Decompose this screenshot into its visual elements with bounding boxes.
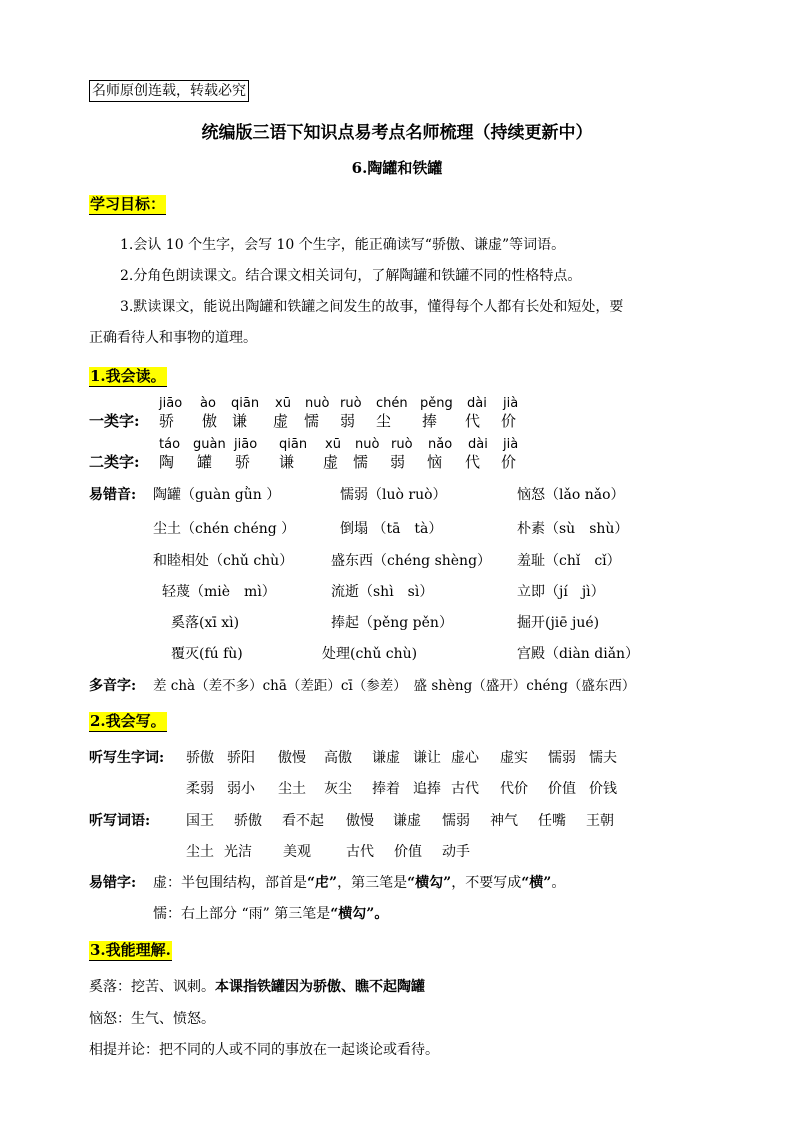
dictation-row-1 xyxy=(186,748,626,768)
dictation-word: 灰尘 xyxy=(324,781,352,797)
dictation-word: 骄傲 xyxy=(234,813,262,829)
pinyin: guàn xyxy=(193,437,226,452)
character: 恼 xyxy=(427,453,443,471)
dictation-word: 柔弱 xyxy=(186,781,214,797)
goal-item: 3.默读课文，能说出陶罐和铁罐之间发生的故事，懂得每个人都有长处和短处，要 xyxy=(120,299,624,315)
dictation-word: 捧着 xyxy=(372,781,400,797)
dictation-word: 古代 xyxy=(346,844,374,860)
dictation-word: 高傲 xyxy=(324,750,352,766)
error-sound-item: 捧起（pěng pěn） xyxy=(331,615,453,631)
character: 虚 xyxy=(273,412,289,430)
goal-item: 正确看待人和事物的道理。 xyxy=(89,330,257,346)
definition-item: 奚落：挖苦、讽刺。本课指铁罐因为骄傲、瞧不起陶罐 xyxy=(89,979,425,995)
dictation-word: 代价 xyxy=(500,781,528,797)
pinyin: jiāo xyxy=(234,437,258,452)
goal-item: 2.分角色朗读课文。结合课文相关词句，了解陶罐和铁罐不同的性格特点。 xyxy=(120,268,582,284)
dictation-word: 价钱 xyxy=(589,781,617,797)
error-sound-item: 轻蔑（miè mì） xyxy=(162,584,276,600)
error-sound-item: 覆灭(fú fù) xyxy=(171,646,243,662)
error-sound-item: 恼怒（lǎo nǎo） xyxy=(517,487,625,503)
character: 懦 xyxy=(353,453,369,471)
character: 陶 xyxy=(159,453,175,471)
dictation-word: 任嘴 xyxy=(538,813,566,829)
error-sound-item: 奚落(xī xì) xyxy=(171,615,240,631)
pinyin: xū xyxy=(275,396,291,411)
pinyin: chén xyxy=(376,396,408,411)
character: 骄 xyxy=(159,412,175,430)
char-row-2 xyxy=(89,451,689,471)
pinyin: ruò xyxy=(340,396,362,411)
pinyin: jiāo xyxy=(159,396,183,411)
pinyin: dài xyxy=(468,437,488,452)
dictation-word: 傲慢 xyxy=(278,750,306,766)
row-label: 一类字: xyxy=(89,412,140,430)
dictation-word: 国王 xyxy=(186,813,214,829)
lesson-title: 6.陶罐和铁罐 xyxy=(351,159,443,177)
character: 价 xyxy=(501,453,517,471)
dictation-word: 动手 xyxy=(442,844,470,860)
definition-item: 相提并论：把不同的人或不同的事放在一起谈论或看待。 xyxy=(89,1042,439,1058)
character: 谦 xyxy=(232,412,248,430)
dictation-word: 看不起 xyxy=(282,813,324,829)
character: 捧 xyxy=(422,412,438,430)
character: 代 xyxy=(465,453,481,471)
character: 弱 xyxy=(340,412,356,430)
dictation-word: 神气 xyxy=(490,813,518,829)
pinyin: pěng xyxy=(420,396,453,411)
pinyin: nuò xyxy=(305,396,330,411)
error-sound-item: 倒塌 （tā tà） xyxy=(340,521,443,537)
dictation-word: 追捧 xyxy=(413,781,441,797)
character: 虚 xyxy=(323,453,339,471)
section-heading-write: 2.我会写。 xyxy=(90,712,166,730)
dictation-word: 价值 xyxy=(394,844,422,860)
error-sound-item: 尘土（chén chéng ） xyxy=(153,521,296,537)
polyphone-text: 差 chà（差不多）chā（差距）cī（参差） 盛 shèng（盛开）chéng（盛东西） xyxy=(153,678,636,694)
dictation-word: 王朝 xyxy=(586,813,614,829)
pinyin: táo xyxy=(159,437,181,452)
copyright-notice: 名师原创连载，转载必究 xyxy=(89,80,249,102)
dictation-word: 懦夫 xyxy=(589,750,617,766)
dictation-word: 虚心 xyxy=(451,750,479,766)
section-heading-goals: 学习目标： xyxy=(90,195,166,213)
character: 懦 xyxy=(304,412,320,430)
dictation-word: 价值 xyxy=(548,781,576,797)
dictation-row-2 xyxy=(186,779,626,799)
error-sound-item: 流逝（shì sì） xyxy=(331,584,434,600)
dictation-word: 虚实 xyxy=(500,750,528,766)
error-sound-item: 羞耻（chǐ cǐ） xyxy=(517,553,621,569)
pinyin: jià xyxy=(503,396,519,411)
dictation-word: 谦让 xyxy=(413,750,441,766)
character: 弱 xyxy=(390,453,406,471)
dictation-word: 古代 xyxy=(451,781,479,797)
dictation-word: 谦虚 xyxy=(393,813,421,829)
dictation-word: 懦弱 xyxy=(548,750,576,766)
pinyin: dài xyxy=(467,396,487,411)
definition-item: 恼怒：生气、愤怒。 xyxy=(89,1011,215,1027)
pinyin: ruò xyxy=(391,437,413,452)
pinyin: qiān xyxy=(279,437,308,452)
dictation-word: 懦弱 xyxy=(442,813,470,829)
row-label: 听写词语: xyxy=(89,813,151,829)
character: 谦 xyxy=(279,453,295,471)
character: 傲 xyxy=(202,412,218,430)
error-sound-item: 和睦相处（chǔ chù） xyxy=(153,553,294,569)
dictation-word: 光洁 xyxy=(224,844,252,860)
pinyin: nǎo xyxy=(428,437,453,452)
dictation-word: 傲慢 xyxy=(346,813,374,829)
document-title: 统编版三语下知识点易考点名师梳理（持续更新中） xyxy=(201,123,593,143)
error-sound-item: 立即（jí jì） xyxy=(517,584,605,600)
error-sound-item: 掘开(jiē jué) xyxy=(517,615,600,631)
dictation-word: 美观 xyxy=(283,844,311,860)
row-label: 易错字: xyxy=(89,875,137,891)
row-label: 易错音: xyxy=(89,487,137,503)
error-sound-item: 宫殿（diàn diǎn） xyxy=(517,646,640,662)
character: 尘 xyxy=(376,412,392,430)
pinyin: jià xyxy=(503,437,519,452)
row-label: 多音字: xyxy=(89,678,137,694)
pinyin: nuò xyxy=(355,437,380,452)
row-label: 二类字: xyxy=(89,453,140,471)
character: 代 xyxy=(465,412,481,430)
goal-item: 1.会认 10 个生字，会写 10 个生字，能正确读写“骄傲、谦虚”等词语。 xyxy=(120,237,566,253)
character: 罐 xyxy=(197,453,213,471)
row-label: 听写生字词: xyxy=(89,750,165,766)
pinyin: ào xyxy=(200,396,216,411)
section-heading-read: 1.我会读。 xyxy=(90,367,166,385)
error-sound-item: 朴素（sù shù） xyxy=(517,521,629,537)
dictation-word: 尘土 xyxy=(278,781,306,797)
dictation-word: 弱小 xyxy=(227,781,255,797)
dictation-word: 骄傲 xyxy=(186,750,214,766)
section-heading-understand: 3.我能理解. xyxy=(90,941,171,959)
error-sound-item: 盛东西（chéng shèng） xyxy=(331,553,492,569)
error-char-note-2: 懦：右上部分 “雨” 第三笔是“横勾”。 xyxy=(153,906,389,922)
dictation-word: 骄阳 xyxy=(227,750,255,766)
dictation-word: 尘土 xyxy=(186,844,214,860)
error-char-note-1: 虚：半包围结构，部首是“虍”，第三笔是“横勾”，不要写成“横”。 xyxy=(153,875,566,891)
character: 骄 xyxy=(235,453,251,471)
error-sound-item: 懦弱（luò ruò） xyxy=(340,487,447,503)
pinyin: qiān xyxy=(231,396,260,411)
words-row-2 xyxy=(186,842,626,862)
dictation-word: 谦虚 xyxy=(372,750,400,766)
words-row-1 xyxy=(186,811,626,831)
pinyin: xū xyxy=(325,437,341,452)
character: 价 xyxy=(501,412,517,430)
char-row-1 xyxy=(89,410,689,430)
error-sound-item: 处理(chǔ chù) xyxy=(322,646,418,662)
error-sound-item: 陶罐（guàn gǜn ） xyxy=(153,487,281,503)
